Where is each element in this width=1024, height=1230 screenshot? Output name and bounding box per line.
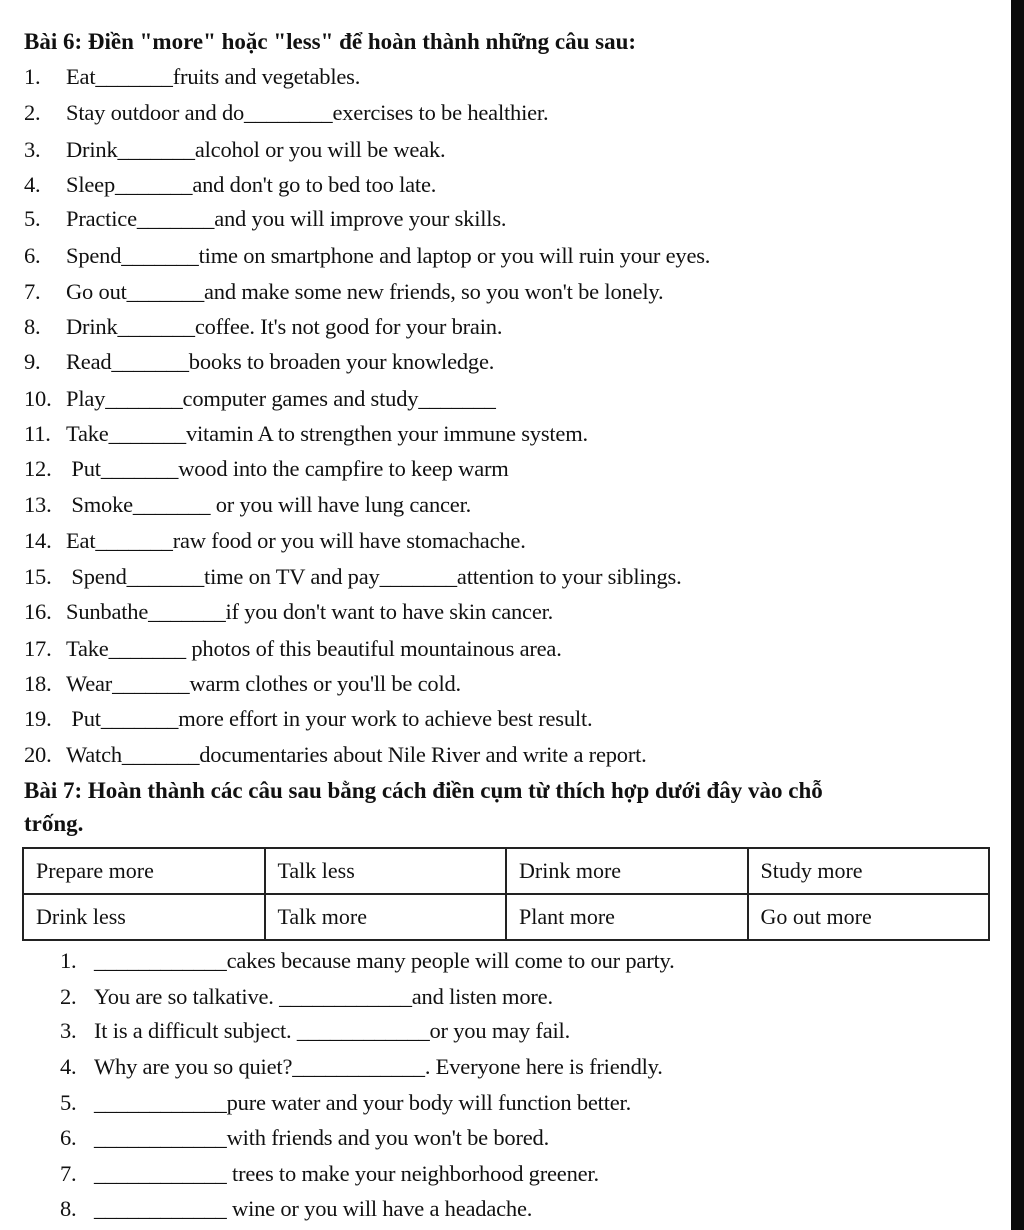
exercise-7-title	[24, 774, 823, 840]
ex6-item-6: 6. Spend_______time on smartphone and laptop or you will ruin your eyes.	[24, 243, 711, 268]
exercise-6-title: Bài 6: Điền "more" hoặc "less" để hoàn thành những câu sau:	[24, 29, 637, 54]
ex7-item-2: 2. You are so talkative. ____________and listen more.	[60, 984, 553, 1009]
ex6-item-3: 3. Drink_______alcohol or you will be weak.	[24, 137, 446, 162]
option-cell: Drink more	[506, 848, 748, 894]
option-cell: Talk more	[265, 894, 507, 940]
ex6-item-5: 5. Practice_______and you will improve your skills.	[24, 206, 507, 231]
ex6-item-19: 19. Put_______more effort in your work to achieve best result.	[24, 706, 593, 731]
ex7-item-4: 4. Why are you so quiet?____________. Everyone here is friendly.	[60, 1054, 663, 1079]
ex6-item-16: 16. Sunbathe_______if you don't want to have skin cancer.	[24, 599, 554, 624]
ex7-item-5: 5. ____________pure water and your body will function better.	[60, 1090, 632, 1115]
ex6-item-2: 2. Stay outdoor and do________exercises to be healthier.	[24, 100, 549, 125]
ex6-item-17: 17. Take_______ photos of this beautiful mountainous area.	[24, 636, 562, 661]
option-cell: Go out more	[748, 894, 990, 940]
ex7-item-7: 7. ____________ trees to make your neighborhood greener.	[60, 1161, 599, 1186]
ex6-item-7: 7. Go out_______and make some new friends, so you won't be lonely.	[24, 279, 664, 304]
ex6-item-8: 8. Drink_______coffee. It's not good for your brain.	[24, 314, 503, 339]
page-edge-shadow	[1011, 0, 1024, 1230]
option-cell: Talk less	[265, 848, 507, 894]
exercise-7-title-line-2: trống.	[24, 811, 84, 836]
ex6-item-13: 13. Smoke_______ or you will have lung cancer.	[24, 492, 472, 517]
ex7-item-6: 6. ____________with friends and you won't be bored.	[60, 1125, 550, 1150]
ex6-item-11: 11. Take_______vitamin A to strengthen your immune system.	[24, 421, 588, 446]
option-cell: Drink less	[23, 894, 265, 940]
option-cell: Study more	[748, 848, 990, 894]
ex6-item-9: 9. Read_______books to broaden your knowledge.	[24, 349, 495, 374]
ex6-item-12: 12. Put_______wood into the campfire to keep warm	[24, 456, 509, 481]
ex6-item-14: 14. Eat_______raw food or you will have stomachache.	[24, 528, 526, 553]
ex6-item-1: 1. Eat_______fruits and vegetables.	[24, 64, 361, 89]
ex7-item-3: 3. It is a difficult subject. ____________or you may fail.	[60, 1018, 571, 1043]
option-cell: Plant more	[506, 894, 748, 940]
options-row	[23, 848, 989, 894]
options-row	[23, 894, 989, 940]
phrase-options-table	[22, 847, 990, 941]
ex6-item-18: 18. Wear_______warm clothes or you'll be cold.	[24, 671, 461, 696]
ex7-item-1: 1. ____________cakes because many people will come to our party.	[60, 948, 675, 973]
ex6-item-10: 10. Play_______computer games and study_______	[24, 386, 496, 411]
ex6-item-20: 20. Watch_______documentaries about Nile River and write a report.	[24, 742, 647, 767]
ex6-item-4: 4. Sleep_______and don't go to bed too late.	[24, 172, 437, 197]
ex7-item-8: 8. ____________ wine or you will have a headache.	[60, 1196, 533, 1221]
option-cell: Prepare more	[23, 848, 265, 894]
ex6-item-15: 15. Spend_______time on TV and pay_______attention to your siblings.	[24, 564, 682, 589]
exercise-7-title-line-1: Bài 7: Hoàn thành các câu sau bằng cách điền cụm từ thích hợp dưới đây vào chỗ	[24, 778, 823, 803]
